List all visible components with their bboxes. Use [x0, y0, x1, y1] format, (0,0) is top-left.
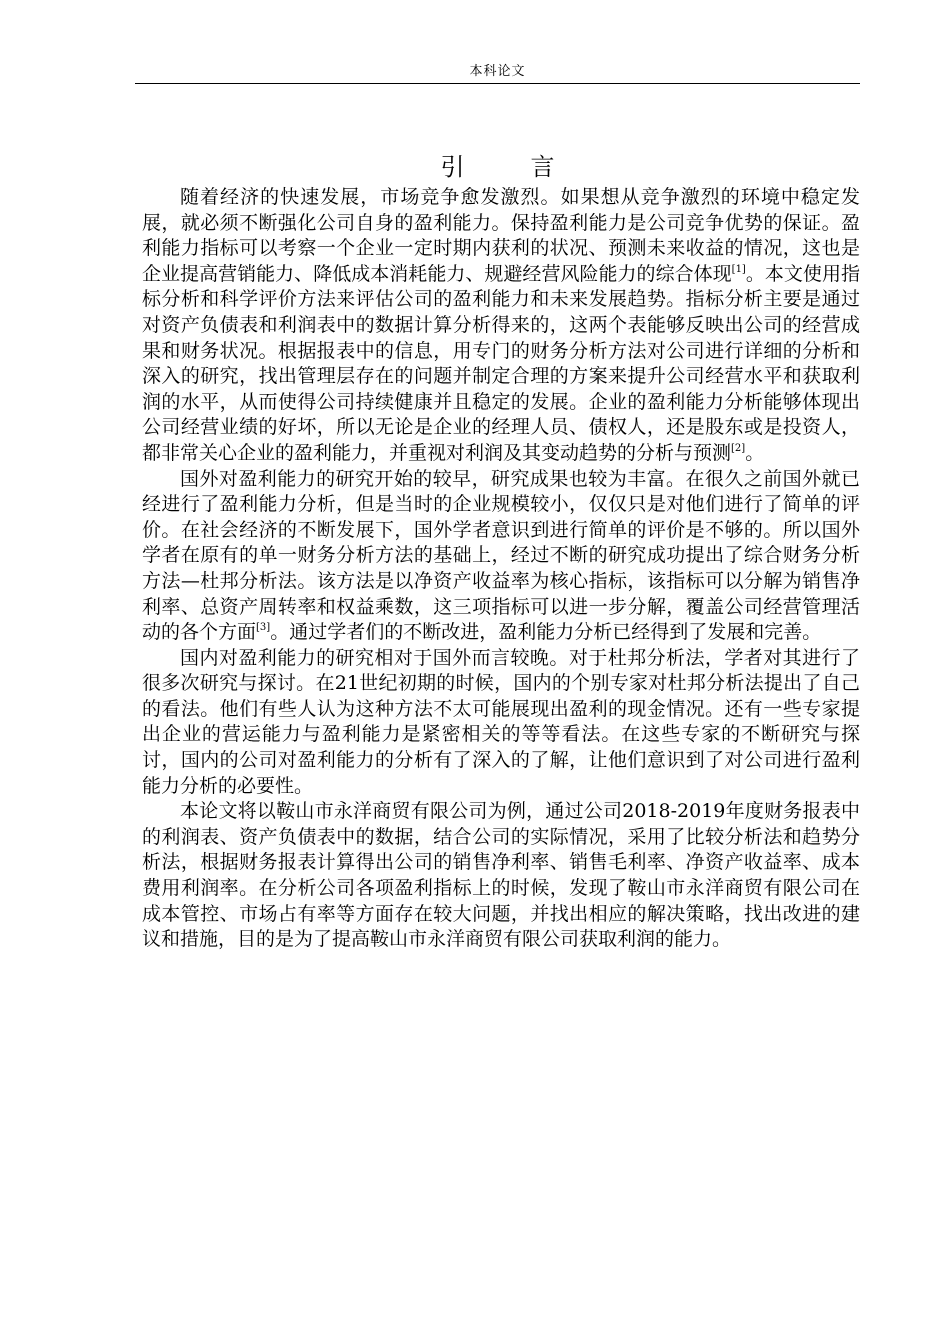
paragraph-2 [142, 467, 860, 646]
section-title-char-2: 言 [530, 153, 555, 181]
paragraph-4: 本论文将以鞍山市永洋商贸有限公司为例，通过公司2018-2019年度财务报表中的利润表、资产负债表中的数据，结合公司的实际情况，采用了比较分析法和趋势分析法，根据财务报表计算得出公司的销售净利率、销售毛利率、净资产收益率、成本费用利润率。在分析公司各项盈利指标上的时候，发现了鞍山市永洋商贸有限公司在成本管控、市场占有率等方面存在较大问题，并找出相应的解决策略，找出改进的建议和措施，目的是为了提高鞍山市永洋商贸有限公司获取利润的能力。 [142, 800, 860, 951]
paragraph-2-text-b: 。通过学者们的不断改进，盈利能力分析已经得到了发展和完善。 [270, 621, 822, 644]
citation-ref-3: [3] [256, 622, 271, 634]
citation-ref-2: [2] [731, 442, 746, 454]
citation-ref-1: [1] [731, 263, 746, 275]
paragraph-1 [142, 185, 860, 467]
paragraph-2-text-a: 国外对盈利能力的研究开始的较早，研究成果也较为丰富。在很久之前国外就已经进行了盈利能力分析，但是当时的企业规模较小，仅仅只是对他们进行了简单的评价。在社会经济的不断发展下，国外学者意识到进行简单的评价是不够的。所以国外学者在原有的单一财务分析方法的基础上，经过不断的研究成功提出了综合财务分析方法—杜邦分析法。该方法是以净资产收益率为核心指标，该指标可以分解为销售净利率、总资产周转率和权益乘数，这三项指标可以进一步分解，覆盖公司经营管理活动的各个方面 [142, 467, 860, 644]
section-title-char-1: 引 [440, 153, 465, 181]
section-title [135, 152, 860, 182]
paragraph-3: 国内对盈利能力的研究相对于国外而言较晚。对于杜邦分析法，学者对其进行了很多次研究与探讨。在21世纪初期的时候，国内的个别专家对杜邦分析法提出了自己的看法。他们有些人认为这种方法不太可能展现出盈利的现金情况。还有一些专家提出企业的营运能力与盈利能力是紧密相关的等等看法。在这些专家的不断研究与探讨，国内的公司对盈利能力的分析有了深入的了解，让他们意识到了对公司进行盈利能力分析的必要性。 [142, 646, 860, 797]
paragraph-1-text-b: 。本文使用指标分析和科学评价方法来评估公司的盈利能力和未来发展趋势。指标分析主要是通过对资产负债表和利润表中的数据计算分析得来的，这两个表能够反映出公司的经营成果和财务状况。根据报表中的信息，用专门的财务分析方法对公司进行详细的分析和深入的研究，找出管理层存在的问题并制定合理的方案来提升公司经营水平和获取利润的水平，从而使得公司持续健康并且稳定的发展。企业的盈利能力分析能够体现出公司经营业绩的好坏，所以无论是企业的经理人员、债权人，还是股东或是投资人，都非常关心企业的盈利能力，并重视对利润及其变动趋势的分析与预测 [142, 262, 860, 464]
body-text [142, 185, 860, 953]
paragraph-1-text-c: 。 [745, 441, 765, 464]
paragraph-1-text-a: 随着经济的快速发展，市场竞争愈发激烈。如果想从竞争激烈的环境中稳定发展，就必须不断强化公司自身的盈利能力。保持盈利能力是公司竞争优势的保证。盈利能力指标可以考察一个企业一定时期内获利的状况、预测未来收益的情况，这也是企业提高营销能力、降低成本消耗能力、规避经营风险能力的综合体现 [142, 186, 860, 285]
header-rule [135, 83, 860, 84]
running-header: 本科论文 [469, 64, 526, 79]
